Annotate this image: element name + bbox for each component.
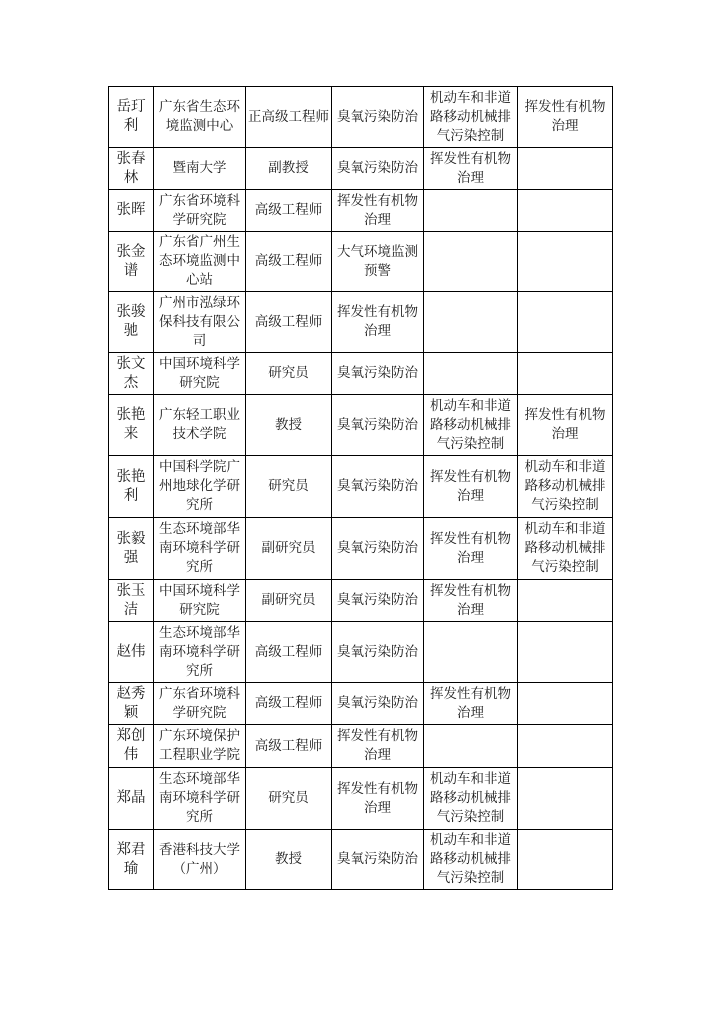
organization-cell: 中国环境科学研究院 (154, 580, 246, 622)
field-1-cell: 挥发性有机物治理 (332, 768, 424, 830)
title-cell: 高级工程师 (246, 190, 332, 232)
field-2-cell: 挥发性有机物治理 (424, 456, 518, 518)
field-3-cell: 挥发性有机物治理 (518, 87, 613, 148)
field-3-cell (518, 580, 613, 622)
field-1-cell: 臭氧污染防治 (332, 456, 424, 518)
field-2-cell (424, 622, 518, 683)
title-cell: 教授 (246, 830, 332, 890)
table-row (109, 518, 613, 580)
name-cell: 张艳来 (109, 395, 154, 456)
title-cell: 高级工程师 (246, 232, 332, 292)
expert-table-body (109, 87, 613, 890)
field-2-cell (424, 292, 518, 353)
field-2-cell: 挥发性有机物治理 (424, 683, 518, 725)
field-1-cell: 挥发性有机物治理 (332, 190, 424, 232)
organization-cell: 生态环境部华南环境科学研究所 (154, 518, 246, 580)
table-row (109, 456, 613, 518)
name-cell: 张毅强 (109, 518, 154, 580)
name-cell: 郑创伟 (109, 725, 154, 768)
field-3-cell (518, 830, 613, 890)
field-3-cell (518, 768, 613, 830)
field-3-cell (518, 292, 613, 353)
table-row (109, 683, 613, 725)
name-cell: 张文杰 (109, 353, 154, 395)
field-3-cell (518, 190, 613, 232)
table-row (109, 725, 613, 768)
title-cell: 高级工程师 (246, 683, 332, 725)
field-2-cell (424, 353, 518, 395)
field-2-cell (424, 725, 518, 768)
table-row (109, 580, 613, 622)
organization-cell: 广东环境保护工程职业学院 (154, 725, 246, 768)
field-2-cell: 挥发性有机物治理 (424, 580, 518, 622)
field-1-cell: 臭氧污染防治 (332, 148, 424, 190)
name-cell: 郑君瑜 (109, 830, 154, 890)
name-cell: 赵伟 (109, 622, 154, 683)
title-cell: 教授 (246, 395, 332, 456)
field-3-cell: 挥发性有机物治理 (518, 395, 613, 456)
field-1-cell: 臭氧污染防治 (332, 353, 424, 395)
field-1-cell: 臭氧污染防治 (332, 830, 424, 890)
field-3-cell (518, 622, 613, 683)
name-cell: 张艳利 (109, 456, 154, 518)
title-cell: 研究员 (246, 456, 332, 518)
field-3-cell (518, 683, 613, 725)
title-cell: 副研究员 (246, 580, 332, 622)
organization-cell: 生态环境部华南环境科学研究所 (154, 622, 246, 683)
organization-cell: 广东省生态环境监测中心 (154, 87, 246, 148)
title-cell: 正高级工程师 (246, 87, 332, 148)
organization-cell: 中国科学院广州地球化学研究所 (154, 456, 246, 518)
organization-cell: 中国环境科学研究院 (154, 353, 246, 395)
table-row (109, 622, 613, 683)
title-cell: 研究员 (246, 768, 332, 830)
name-cell: 张金谱 (109, 232, 154, 292)
name-cell: 张晖 (109, 190, 154, 232)
field-1-cell: 大气环境监测预警 (332, 232, 424, 292)
field-3-cell (518, 148, 613, 190)
field-3-cell: 机动车和非道路移动机械排气污染控制 (518, 456, 613, 518)
field-3-cell: 机动车和非道路移动机械排气污染控制 (518, 518, 613, 580)
field-2-cell: 机动车和非道路移动机械排气污染控制 (424, 830, 518, 890)
title-cell: 副教授 (246, 148, 332, 190)
field-2-cell: 机动车和非道路移动机械排气污染控制 (424, 395, 518, 456)
table-row (109, 830, 613, 890)
organization-cell: 广州市泓绿环保科技有限公司 (154, 292, 246, 353)
field-1-cell: 臭氧污染防治 (332, 580, 424, 622)
name-cell: 张骏驰 (109, 292, 154, 353)
organization-cell: 广东省环境科学研究院 (154, 683, 246, 725)
field-3-cell (518, 353, 613, 395)
title-cell: 高级工程师 (246, 622, 332, 683)
field-2-cell: 挥发性有机物治理 (424, 518, 518, 580)
field-1-cell: 臭氧污染防治 (332, 622, 424, 683)
field-1-cell: 挥发性有机物治理 (332, 292, 424, 353)
field-1-cell: 臭氧污染防治 (332, 683, 424, 725)
field-2-cell: 挥发性有机物治理 (424, 148, 518, 190)
organization-cell: 暨南大学 (154, 148, 246, 190)
field-2-cell (424, 190, 518, 232)
organization-cell: 生态环境部华南环境科学研究所 (154, 768, 246, 830)
table-row (109, 190, 613, 232)
table-row (109, 395, 613, 456)
field-1-cell: 臭氧污染防治 (332, 518, 424, 580)
field-2-cell: 机动车和非道路移动机械排气污染控制 (424, 87, 518, 148)
table-row (109, 232, 613, 292)
table-row (109, 148, 613, 190)
title-cell: 副研究员 (246, 518, 332, 580)
table-row (109, 87, 613, 148)
organization-cell: 广东省广州生态环境监测中心站 (154, 232, 246, 292)
expert-table (108, 86, 613, 890)
field-1-cell: 挥发性有机物治理 (332, 725, 424, 768)
field-1-cell: 臭氧污染防治 (332, 87, 424, 148)
name-cell: 岳玎利 (109, 87, 154, 148)
organization-cell: 广东省环境科学研究院 (154, 190, 246, 232)
field-2-cell (424, 232, 518, 292)
name-cell: 郑晶 (109, 768, 154, 830)
name-cell: 张春林 (109, 148, 154, 190)
field-3-cell (518, 725, 613, 768)
field-3-cell (518, 232, 613, 292)
name-cell: 赵秀颖 (109, 683, 154, 725)
table-row (109, 292, 613, 353)
field-2-cell: 机动车和非道路移动机械排气污染控制 (424, 768, 518, 830)
organization-cell: 香港科技大学（广州） (154, 830, 246, 890)
table-row (109, 353, 613, 395)
field-1-cell: 臭氧污染防治 (332, 395, 424, 456)
table-row (109, 768, 613, 830)
title-cell: 研究员 (246, 353, 332, 395)
title-cell: 高级工程师 (246, 725, 332, 768)
organization-cell: 广东轻工职业技术学院 (154, 395, 246, 456)
name-cell: 张玉洁 (109, 580, 154, 622)
title-cell: 高级工程师 (246, 292, 332, 353)
